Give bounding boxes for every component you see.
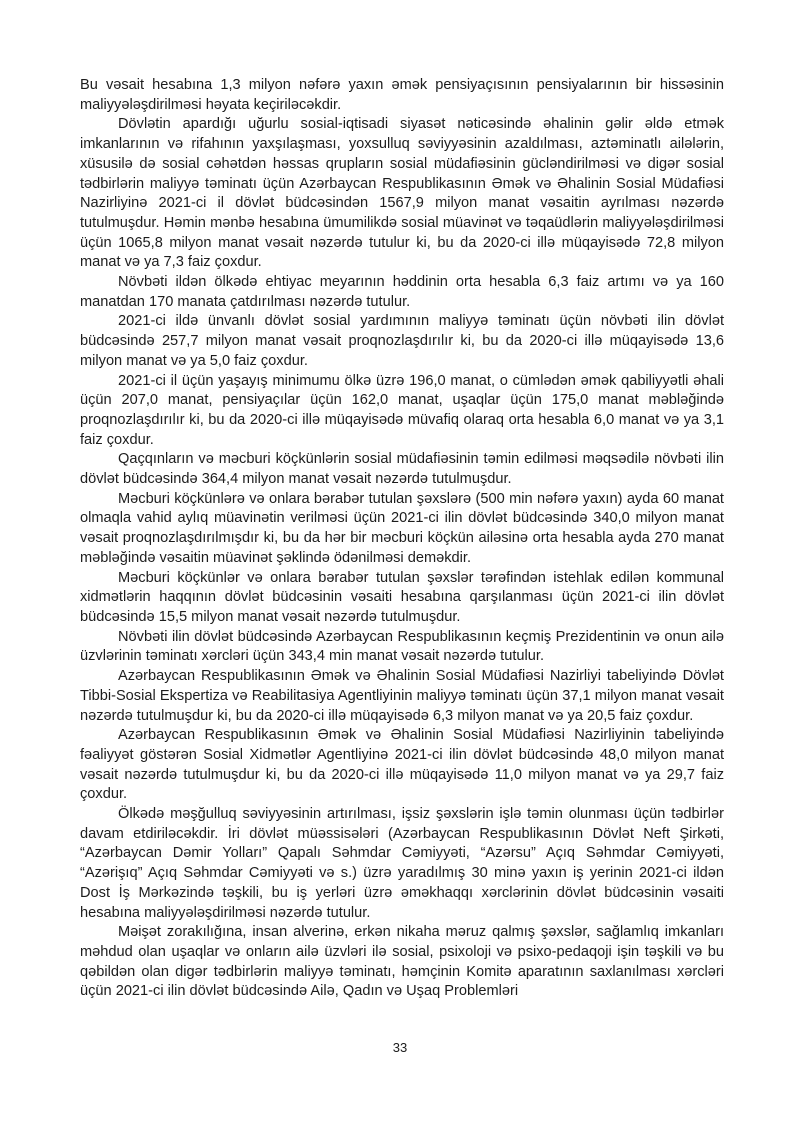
paragraph: Məcburi köçkünlər və onlara bərabər tutulan şəxslər tərəfindən istehlak edilən kommunal xidmətlərin haqqının dövlət büdcəsinin vəsaiti hesabına qarşılanması üçün 2021-ci ilin dövlət büdcəsində 15,5 milyon manat vəsait nəzərdə tutulmuşdur. <box>80 569 724 625</box>
paragraph: Qaçqınların və məcburi köçkünlərin sosial müdafiəsinin təmin edilməsi məqsədilə növbəti ilin dövlət büdcəsində 364,4 milyon manat vəsait nəzərdə tutulmuşdur. <box>80 451 724 488</box>
paragraph: Məcburi köçkünlərə və onlara bərabər tutulan şəxslərə (500 min nəfərə yaxın) ayda 60 manat olmaqla vahid aylıq müavinətin verilməsi üçün 2021-ci ilin dövlət büdcəsində 340,0 milyon manat vəsait proqnozlaşdırılmışdır ki, bu da hər bir məcburi köçkün ailəsinə orta hesabla ayda 270 manat məbləğində vəsaitin müavinət şəklində ödənilməsi deməkdir. <box>80 490 724 566</box>
paragraph: 2021-ci il üçün yaşayış minimumu ölkə üzrə 196,0 manat, o cümlədən əmək qabiliyyətli əhali üçün 207,0 manat, pensiyaçılar üçün 162,0 manat, uşaqlar üçün 175,0 manat məbləğində proqnozlaşdırılır ki, bu da 2020-ci illə müqayisədə müvafiq olaraq orta hesabla 6,0 manat və ya 3,1 faiz çoxdur. <box>80 372 724 448</box>
paragraph: Azərbaycan Respublikasının Əmək və Əhalinin Sosial Müdafiəsi Nazirliyi tabeliyində Dövlət Tibbi-Sosial Ekspertiza və Reabilitasiya Agentliyinin maliyyə təminatı üçün 37,1 milyon manat vəsait nəzərdə tutulmuşdur ki, bu da 2020-ci illə müqayisədə 6,3 milyon manat və ya 20,5 faiz çoxdur. <box>80 668 724 724</box>
paragraph: Məişət zorakılığına, insan alverinə, erkən nikaha məruz qalmış şəxslər, sağlamlıq imkanları məhdud olan uşaqlar və onların ailə üzvləri ilə sosial, psixoloji və psixo-pedaqoji işin təşkili və bu qəbildən olan digər tədbirlərin maliyyə təminatı, həmçinin Komitə aparatının saxlanılması xərcləri üçün 2021-ci ilin dövlət büdcəsində Ailə, Qadın və Uşaq Problemləri <box>80 924 724 1000</box>
paragraph: Bu vəsait hesabına 1,3 milyon nəfərə yaxın əmək pensiyaçısının pensiyalarının bir hissəsinin maliyyələşdirilməsi həyata keçiriləcəkdir. <box>80 77 724 113</box>
paragraph: Dövlətin apardığı uğurlu sosial-iqtisadi siyasət nəticəsində əhalinin gəlir əldə etmək imkanlarının və rifahının yaxşılaşması, yoxsulluq səviyyəsinin azaldılması, aztəminatlı ailələrin, xüsusilə də sosial cəhətdən həssas qrupların sosial müdafiəsinin gücləndirilməsi və digər sosial tədbirlərin maliyyə təminatı üçün Azərbaycan Respublikasının Əmək və Əhalinin Sosial Müdafiəsi Nazirliyinə 2021-ci il dövlət büdcəsindən 1567,9 milyon manat vəsaitin ayrılması nəzərdə tutulmuşdur. Həmin mənbə hesabına ümumilikdə sosial müavinət və təqaüdlərin maliyyələşdirilməsi üçün 1065,8 milyon manat vəsait nəzərdə tutulur ki, bu da 2020-ci illə müqayisədə 72,8 milyon manat və ya 7,3 faiz çoxdur. <box>80 116 724 271</box>
paragraph: Ölkədə məşğulluq səviyyəsinin artırılması, işsiz şəxslərin işlə təmin olunması üçün tədbirlər davam etdiriləcəkdir. İri dövlət müəssisələri (Azərbaycan Respublikasının Dövlət Neft Şirkəti, “Azərbaycan Dəmir Yolları” Qapalı Səhmdar Cəmiyyəti, “Azərsu” Açıq Səhmdar Cəmiyyəti, “Azərişıq” Açıq Səhmdar Cəmiyyəti və s.) üzrə yaradılmış 30 minə yaxın iş yerinin 2021-ci ildən Dost İş Mərkəzində təşkili, bu iş yerləri üzrə əməkhaqqı xərclərinin dövlət büdcəsinin vəsaiti hesabına maliyyələşdirilməsi nəzərdə tutulur. <box>80 806 724 921</box>
page-body-text <box>80 76 724 1002</box>
paragraph: 2021-ci ildə ünvanlı dövlət sosial yardımının maliyyə təminatı üçün növbəti ilin dövlət büdcəsində 257,7 milyon manat vəsait proqnozlaşdırılır ki, bu da 2020-ci illə müqayisədə 13,6 milyon manat və ya 5,0 faiz çoxdur. <box>80 313 724 369</box>
page-number: 33 <box>392 1040 408 1055</box>
paragraph: Növbəti ilin dövlət büdcəsində Azərbaycan Respublikasının keçmiş Prezidentinin və onun ailə üzvlərinin təminatı xərcləri üçün 343,4 min manat vəsait nəzərdə tutulur. <box>80 628 724 665</box>
paragraph: Azərbaycan Respublikasının Əmək və Əhalinin Sosial Müdafiəsi Nazirliyinin tabeliyində fəaliyyət göstərən Sosial Xidmətlər Agentliyinə 2021-ci ilin dövlət büdcəsində 48,0 milyon manat vəsait nəzərdə tutulmuşdur ki, bu da 2020-ci illə müqayisədə 11,0 milyon manat və ya 29,7 faiz çoxdur. <box>80 727 724 803</box>
paragraph: Növbəti ildən ölkədə ehtiyac meyarının həddinin orta hesabla 6,3 faiz artımı və ya 160 manatdan 170 manata çatdırılması nəzərdə tutulur. <box>80 274 724 310</box>
